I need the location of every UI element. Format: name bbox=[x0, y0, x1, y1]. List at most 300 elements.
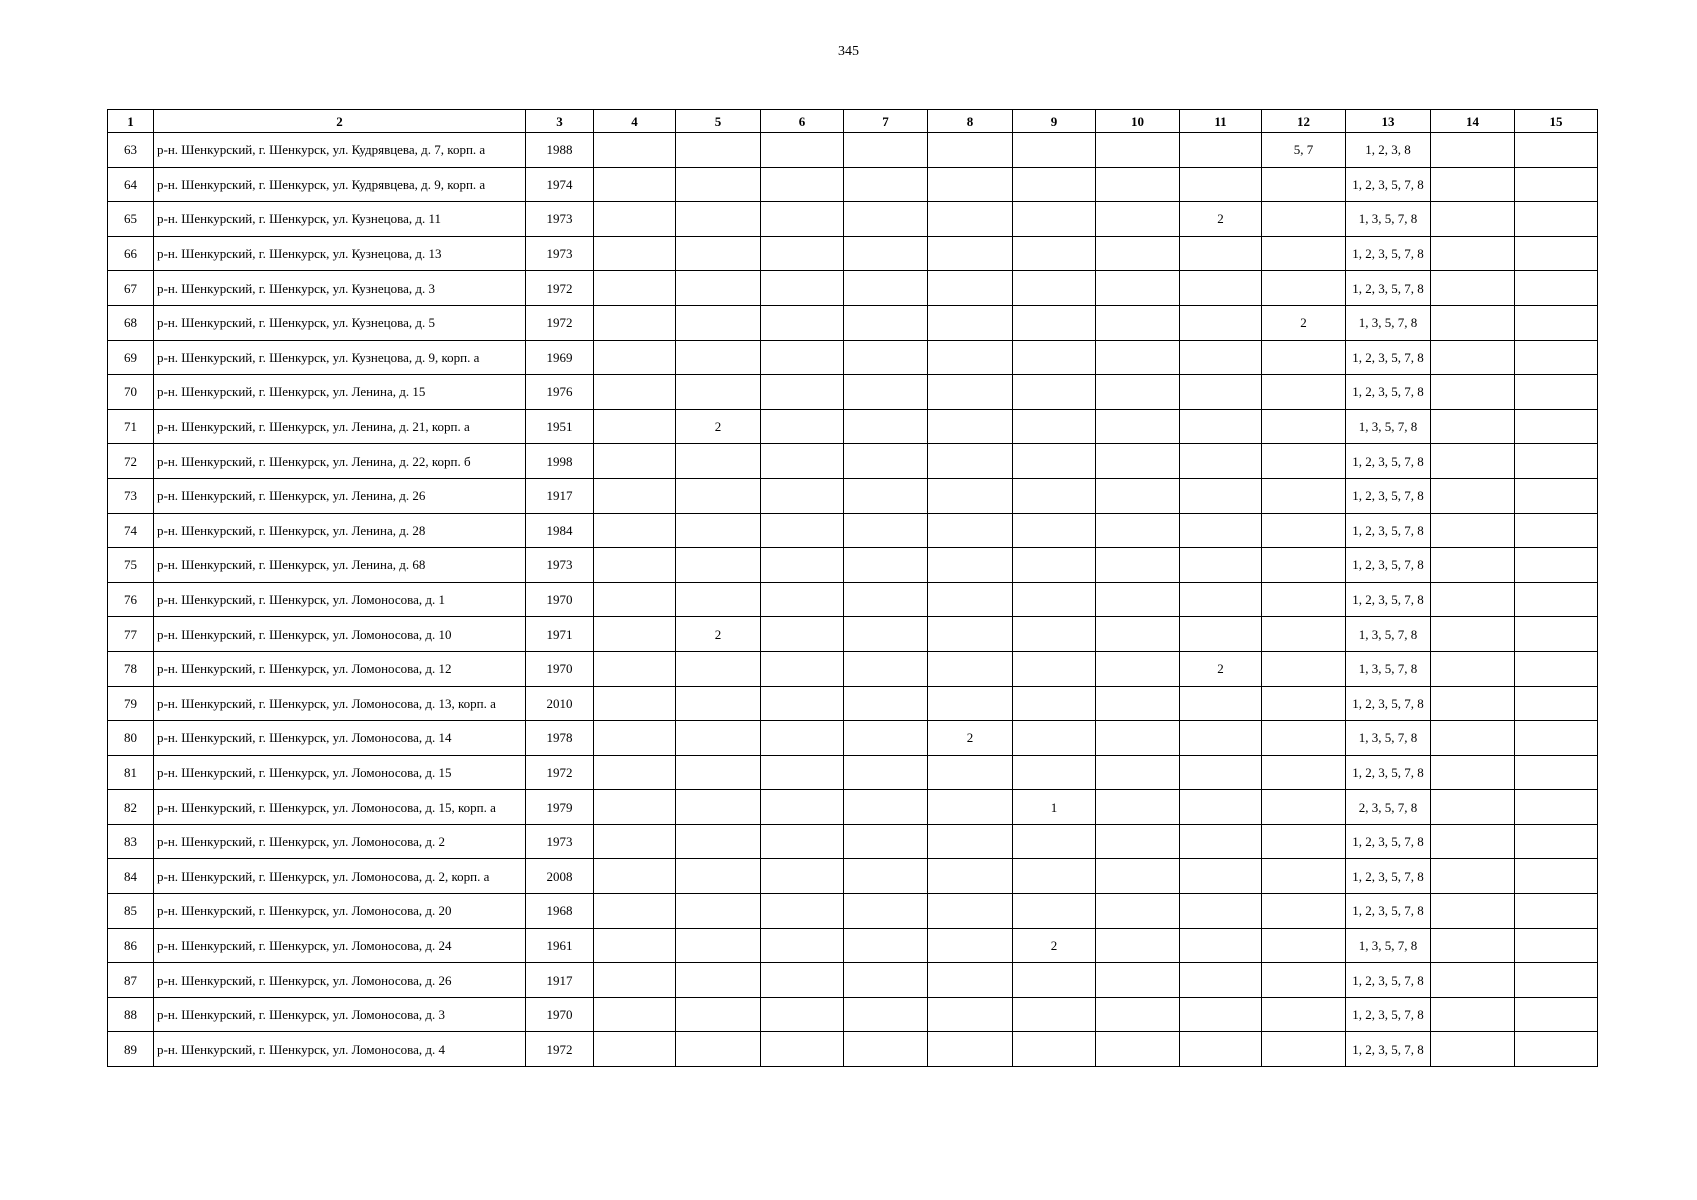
table-cell bbox=[1180, 513, 1262, 548]
table-row bbox=[108, 824, 1598, 859]
table-cell: 1, 2, 3, 5, 7, 8 bbox=[1346, 548, 1431, 583]
table-cell bbox=[761, 271, 844, 306]
table-cell bbox=[1431, 305, 1515, 340]
table-cell bbox=[928, 963, 1013, 998]
table-cell bbox=[1262, 928, 1346, 963]
table-cell bbox=[676, 928, 761, 963]
table-cell bbox=[1013, 167, 1096, 202]
table-row bbox=[108, 478, 1598, 513]
table-cell: 1917 bbox=[526, 478, 594, 513]
table-cell bbox=[1262, 513, 1346, 548]
table-cell bbox=[928, 478, 1013, 513]
table-cell bbox=[761, 928, 844, 963]
table-cell bbox=[594, 721, 676, 756]
table-cell bbox=[928, 340, 1013, 375]
table-cell: 73 bbox=[108, 478, 154, 513]
table-cell: 1917 bbox=[526, 963, 594, 998]
table-cell: 76 bbox=[108, 582, 154, 617]
table-cell: 66 bbox=[108, 236, 154, 271]
table-cell bbox=[1013, 859, 1096, 894]
table-cell: 1972 bbox=[526, 755, 594, 790]
table-cell bbox=[676, 824, 761, 859]
column-header: 7 bbox=[844, 110, 928, 133]
table-cell bbox=[1262, 1032, 1346, 1067]
table-cell: 87 bbox=[108, 963, 154, 998]
table-cell: 1, 2, 3, 5, 7, 8 bbox=[1346, 340, 1431, 375]
table-cell bbox=[1431, 513, 1515, 548]
table-cell: 1970 bbox=[526, 651, 594, 686]
table-cell bbox=[1515, 686, 1598, 721]
register-table bbox=[107, 109, 1598, 1067]
address-cell: р-н. Шенкурский, г. Шенкурск, ул. Ленина, д. 26 bbox=[154, 478, 526, 513]
table-row bbox=[108, 340, 1598, 375]
address-cell: р-н. Шенкурский, г. Шенкурск, ул. Кузнецова, д. 3 bbox=[154, 271, 526, 306]
table-row bbox=[108, 755, 1598, 790]
table-cell bbox=[1515, 340, 1598, 375]
table-cell bbox=[1515, 409, 1598, 444]
address-cell: р-н. Шенкурский, г. Шенкурск, ул. Ломоносова, д. 2, корп. а bbox=[154, 859, 526, 894]
table-cell: 65 bbox=[108, 202, 154, 237]
table-cell bbox=[928, 133, 1013, 168]
table-cell bbox=[1431, 409, 1515, 444]
table-cell: 1, 2, 3, 5, 7, 8 bbox=[1346, 582, 1431, 617]
table-cell bbox=[594, 894, 676, 929]
column-header: 11 bbox=[1180, 110, 1262, 133]
table-cell bbox=[1013, 478, 1096, 513]
column-header: 9 bbox=[1013, 110, 1096, 133]
address-cell: р-н. Шенкурский, г. Шенкурск, ул. Ленина, д. 28 bbox=[154, 513, 526, 548]
table-cell: 1, 3, 5, 7, 8 bbox=[1346, 928, 1431, 963]
table-row bbox=[108, 997, 1598, 1032]
table-row bbox=[108, 133, 1598, 168]
table-cell bbox=[1262, 963, 1346, 998]
table-cell bbox=[1013, 375, 1096, 410]
table-cell bbox=[1515, 236, 1598, 271]
table-cell bbox=[676, 755, 761, 790]
table-cell bbox=[844, 271, 928, 306]
table-cell bbox=[1180, 340, 1262, 375]
table-cell: 1, 3, 5, 7, 8 bbox=[1346, 617, 1431, 652]
table-row bbox=[108, 202, 1598, 237]
table-cell: 67 bbox=[108, 271, 154, 306]
table-cell: 1, 2, 3, 5, 7, 8 bbox=[1346, 271, 1431, 306]
table-cell: 2 bbox=[1180, 202, 1262, 237]
table-cell bbox=[676, 133, 761, 168]
table-cell: 1968 bbox=[526, 894, 594, 929]
table-cell bbox=[761, 305, 844, 340]
table-cell bbox=[1096, 755, 1180, 790]
address-cell: р-н. Шенкурский, г. Шенкурск, ул. Ломоносова, д. 26 bbox=[154, 963, 526, 998]
address-cell: р-н. Шенкурский, г. Шенкурск, ул. Кузнецова, д. 13 bbox=[154, 236, 526, 271]
table-cell bbox=[676, 894, 761, 929]
table-cell: 2 bbox=[928, 721, 1013, 756]
table-cell bbox=[928, 790, 1013, 825]
table-cell bbox=[676, 686, 761, 721]
table-cell bbox=[1013, 824, 1096, 859]
table-cell: 2 bbox=[1013, 928, 1096, 963]
table-cell bbox=[761, 582, 844, 617]
table-cell: 71 bbox=[108, 409, 154, 444]
table-cell bbox=[844, 444, 928, 479]
table-cell bbox=[676, 790, 761, 825]
table-row bbox=[108, 790, 1598, 825]
table-cell bbox=[1180, 894, 1262, 929]
table-cell: 69 bbox=[108, 340, 154, 375]
table-cell bbox=[1262, 824, 1346, 859]
table-cell bbox=[761, 755, 844, 790]
table-cell bbox=[594, 271, 676, 306]
table-cell: 1979 bbox=[526, 790, 594, 825]
table-cell bbox=[844, 894, 928, 929]
table-cell bbox=[1431, 375, 1515, 410]
table-cell: 74 bbox=[108, 513, 154, 548]
table-cell bbox=[928, 928, 1013, 963]
table-cell bbox=[761, 133, 844, 168]
table-cell bbox=[1431, 478, 1515, 513]
table-cell bbox=[676, 997, 761, 1032]
table-cell bbox=[1096, 133, 1180, 168]
table-row bbox=[108, 236, 1598, 271]
table-cell bbox=[1262, 859, 1346, 894]
address-cell: р-н. Шенкурский, г. Шенкурск, ул. Ломоносова, д. 24 bbox=[154, 928, 526, 963]
table-row bbox=[108, 686, 1598, 721]
table-cell bbox=[928, 513, 1013, 548]
table-cell bbox=[1013, 721, 1096, 756]
table-cell bbox=[844, 721, 928, 756]
table-cell bbox=[1096, 824, 1180, 859]
table-cell: 1, 2, 3, 5, 7, 8 bbox=[1346, 859, 1431, 894]
table-cell: 1984 bbox=[526, 513, 594, 548]
address-cell: р-н. Шенкурский, г. Шенкурск, ул. Ленина, д. 68 bbox=[154, 548, 526, 583]
address-cell: р-н. Шенкурский, г. Шенкурск, ул. Кудрявцева, д. 7, корп. а bbox=[154, 133, 526, 168]
table-cell bbox=[1431, 790, 1515, 825]
page-number: 345 bbox=[838, 44, 859, 59]
table-cell bbox=[928, 859, 1013, 894]
table-cell: 1, 2, 3, 5, 7, 8 bbox=[1346, 963, 1431, 998]
table-cell: 85 bbox=[108, 894, 154, 929]
table-cell bbox=[1431, 133, 1515, 168]
table-cell bbox=[1013, 236, 1096, 271]
address-cell: р-н. Шенкурский, г. Шенкурск, ул. Ломоносова, д. 15 bbox=[154, 755, 526, 790]
table-cell bbox=[1515, 513, 1598, 548]
table-cell bbox=[1431, 824, 1515, 859]
table-cell bbox=[928, 997, 1013, 1032]
table-cell bbox=[1013, 548, 1096, 583]
table-cell bbox=[928, 375, 1013, 410]
table-cell bbox=[1515, 582, 1598, 617]
table-cell: 84 bbox=[108, 859, 154, 894]
address-cell: р-н. Шенкурский, г. Шенкурск, ул. Ломоносова, д. 12 bbox=[154, 651, 526, 686]
table-cell bbox=[844, 1032, 928, 1067]
table-cell: 2008 bbox=[526, 859, 594, 894]
table-cell: 1972 bbox=[526, 1032, 594, 1067]
table-cell bbox=[928, 444, 1013, 479]
table-cell bbox=[1180, 478, 1262, 513]
table-cell: 1972 bbox=[526, 271, 594, 306]
table-cell: 1970 bbox=[526, 997, 594, 1032]
table-cell bbox=[844, 375, 928, 410]
table-cell bbox=[1096, 202, 1180, 237]
table-cell bbox=[928, 1032, 1013, 1067]
table-cell bbox=[1013, 409, 1096, 444]
table-cell bbox=[1096, 444, 1180, 479]
table-cell bbox=[761, 721, 844, 756]
table-cell bbox=[1096, 859, 1180, 894]
table-cell bbox=[844, 167, 928, 202]
table-cell: 68 bbox=[108, 305, 154, 340]
table-cell bbox=[1180, 997, 1262, 1032]
table-cell bbox=[1013, 513, 1096, 548]
table-cell bbox=[761, 375, 844, 410]
table-cell bbox=[1180, 167, 1262, 202]
table-cell bbox=[1013, 963, 1096, 998]
table-cell bbox=[1096, 478, 1180, 513]
table-cell bbox=[676, 963, 761, 998]
header-row bbox=[108, 110, 1598, 133]
table-cell bbox=[1096, 340, 1180, 375]
table-cell bbox=[761, 513, 844, 548]
table-cell: 63 bbox=[108, 133, 154, 168]
table-cell bbox=[1013, 444, 1096, 479]
table-cell bbox=[844, 651, 928, 686]
table-row bbox=[108, 651, 1598, 686]
table-cell bbox=[928, 617, 1013, 652]
table-cell bbox=[1431, 548, 1515, 583]
table-cell bbox=[761, 1032, 844, 1067]
column-header: 8 bbox=[928, 110, 1013, 133]
table-cell bbox=[1180, 824, 1262, 859]
table-cell bbox=[594, 409, 676, 444]
address-cell: р-н. Шенкурский, г. Шенкурск, ул. Ломоносова, д. 20 bbox=[154, 894, 526, 929]
table-row bbox=[108, 513, 1598, 548]
table-cell: 79 bbox=[108, 686, 154, 721]
table-cell: 1, 2, 3, 8 bbox=[1346, 133, 1431, 168]
table-cell bbox=[594, 513, 676, 548]
table-cell bbox=[844, 928, 928, 963]
table-cell: 2 bbox=[676, 409, 761, 444]
address-cell: р-н. Шенкурский, г. Шенкурск, ул. Кузнецова, д. 5 bbox=[154, 305, 526, 340]
table-row bbox=[108, 548, 1598, 583]
table-cell: 1, 2, 3, 5, 7, 8 bbox=[1346, 997, 1431, 1032]
table-cell bbox=[1515, 894, 1598, 929]
table-cell bbox=[1431, 755, 1515, 790]
table-cell bbox=[1013, 340, 1096, 375]
table-cell bbox=[1262, 478, 1346, 513]
table-cell: 1978 bbox=[526, 721, 594, 756]
table-cell bbox=[928, 548, 1013, 583]
table-row bbox=[108, 375, 1598, 410]
table-cell bbox=[594, 651, 676, 686]
table-cell bbox=[1180, 236, 1262, 271]
table-cell bbox=[1515, 617, 1598, 652]
table-cell bbox=[1515, 305, 1598, 340]
table-cell bbox=[1096, 271, 1180, 306]
table-cell bbox=[1262, 375, 1346, 410]
table-cell bbox=[928, 651, 1013, 686]
table-cell: 82 bbox=[108, 790, 154, 825]
table-cell: 1976 bbox=[526, 375, 594, 410]
column-header: 2 bbox=[154, 110, 526, 133]
address-cell: р-н. Шенкурский, г. Шенкурск, ул. Кузнецова, д. 9, корп. а bbox=[154, 340, 526, 375]
table-cell bbox=[928, 755, 1013, 790]
table-cell bbox=[1515, 478, 1598, 513]
table-cell bbox=[1180, 963, 1262, 998]
table-cell: 64 bbox=[108, 167, 154, 202]
table-row bbox=[108, 963, 1598, 998]
table-cell bbox=[1262, 790, 1346, 825]
table-cell bbox=[594, 236, 676, 271]
table-cell bbox=[1431, 271, 1515, 306]
address-cell: р-н. Шенкурский, г. Шенкурск, ул. Ломоносова, д. 3 bbox=[154, 997, 526, 1032]
table-cell bbox=[844, 202, 928, 237]
table-cell bbox=[761, 167, 844, 202]
table-cell bbox=[1431, 340, 1515, 375]
table-cell bbox=[1180, 721, 1262, 756]
table-cell: 2010 bbox=[526, 686, 594, 721]
address-cell: р-н. Шенкурский, г. Шенкурск, ул. Ломоносова, д. 1 bbox=[154, 582, 526, 617]
table-cell bbox=[1431, 444, 1515, 479]
table-cell: 1, 3, 5, 7, 8 bbox=[1346, 409, 1431, 444]
table-cell bbox=[1096, 928, 1180, 963]
table-cell bbox=[928, 582, 1013, 617]
table-row bbox=[108, 582, 1598, 617]
table-cell bbox=[1096, 375, 1180, 410]
table-cell bbox=[676, 513, 761, 548]
table-cell bbox=[1262, 721, 1346, 756]
table-cell bbox=[1262, 997, 1346, 1032]
table-cell bbox=[1180, 582, 1262, 617]
table-cell bbox=[676, 167, 761, 202]
table-cell bbox=[844, 790, 928, 825]
table-cell bbox=[844, 859, 928, 894]
table-cell bbox=[1515, 167, 1598, 202]
table-cell bbox=[1515, 963, 1598, 998]
table-cell bbox=[1180, 755, 1262, 790]
table-cell: 1, 2, 3, 5, 7, 8 bbox=[1346, 894, 1431, 929]
table-cell: 2 bbox=[1262, 305, 1346, 340]
table-cell bbox=[594, 1032, 676, 1067]
table-cell: 2 bbox=[676, 617, 761, 652]
table-cell bbox=[844, 963, 928, 998]
table-cell: 1, 2, 3, 5, 7, 8 bbox=[1346, 755, 1431, 790]
table-cell bbox=[1262, 409, 1346, 444]
table-cell: 1973 bbox=[526, 548, 594, 583]
table-cell bbox=[844, 755, 928, 790]
address-cell: р-н. Шенкурский, г. Шенкурск, ул. Ломоносова, д. 4 bbox=[154, 1032, 526, 1067]
table-cell bbox=[594, 928, 676, 963]
table-cell bbox=[844, 236, 928, 271]
table-cell bbox=[1262, 686, 1346, 721]
table-cell bbox=[594, 790, 676, 825]
table-cell: 1, 2, 3, 5, 7, 8 bbox=[1346, 513, 1431, 548]
table-cell: 1973 bbox=[526, 824, 594, 859]
table-cell bbox=[676, 651, 761, 686]
table-cell bbox=[1180, 133, 1262, 168]
table-cell bbox=[928, 271, 1013, 306]
table-cell bbox=[1013, 651, 1096, 686]
table-cell bbox=[928, 305, 1013, 340]
table-cell bbox=[1515, 202, 1598, 237]
table-cell: 1969 bbox=[526, 340, 594, 375]
table-cell bbox=[1431, 997, 1515, 1032]
table-cell bbox=[1096, 721, 1180, 756]
table-cell: 5, 7 bbox=[1262, 133, 1346, 168]
table-cell bbox=[761, 617, 844, 652]
table-cell bbox=[1096, 651, 1180, 686]
address-cell: р-н. Шенкурский, г. Шенкурск, ул. Ленина, д. 22, корп. б bbox=[154, 444, 526, 479]
table-cell bbox=[844, 305, 928, 340]
table-cell bbox=[1180, 271, 1262, 306]
column-header: 12 bbox=[1262, 110, 1346, 133]
table-cell bbox=[1096, 1032, 1180, 1067]
table-row bbox=[108, 928, 1598, 963]
table-cell bbox=[761, 790, 844, 825]
table-row bbox=[108, 444, 1598, 479]
table-cell: 1, 2, 3, 5, 7, 8 bbox=[1346, 824, 1431, 859]
address-cell: р-н. Шенкурский, г. Шенкурск, ул. Ленина, д. 21, корп. а bbox=[154, 409, 526, 444]
table-cell bbox=[1431, 236, 1515, 271]
table-cell: 1, 3, 5, 7, 8 bbox=[1346, 202, 1431, 237]
table-cell bbox=[1262, 271, 1346, 306]
table-cell: 1, 2, 3, 5, 7, 8 bbox=[1346, 236, 1431, 271]
table-cell: 1970 bbox=[526, 582, 594, 617]
table-cell: 1, 3, 5, 7, 8 bbox=[1346, 721, 1431, 756]
table-cell bbox=[1262, 236, 1346, 271]
table-cell bbox=[844, 582, 928, 617]
table-cell: 75 bbox=[108, 548, 154, 583]
table-row bbox=[108, 617, 1598, 652]
table-cell bbox=[676, 236, 761, 271]
table-cell: 88 bbox=[108, 997, 154, 1032]
table-cell: 1998 bbox=[526, 444, 594, 479]
table-cell bbox=[676, 582, 761, 617]
table-cell bbox=[594, 202, 676, 237]
table-cell bbox=[1515, 651, 1598, 686]
table-cell bbox=[1262, 202, 1346, 237]
column-header: 15 bbox=[1515, 110, 1598, 133]
table-row bbox=[108, 409, 1598, 444]
table-cell bbox=[928, 686, 1013, 721]
table-cell bbox=[676, 305, 761, 340]
table-cell bbox=[1262, 340, 1346, 375]
table-cell bbox=[1013, 617, 1096, 652]
table-cell bbox=[761, 997, 844, 1032]
table-cell: 2 bbox=[1180, 651, 1262, 686]
table-cell bbox=[594, 444, 676, 479]
table-cell bbox=[594, 375, 676, 410]
table-cell bbox=[1515, 997, 1598, 1032]
table-cell: 1, 2, 3, 5, 7, 8 bbox=[1346, 167, 1431, 202]
column-header: 5 bbox=[676, 110, 761, 133]
table-cell bbox=[594, 167, 676, 202]
table-cell bbox=[928, 824, 1013, 859]
table-cell: 89 bbox=[108, 1032, 154, 1067]
table-cell bbox=[1096, 305, 1180, 340]
table-cell bbox=[1013, 997, 1096, 1032]
table-cell: 86 bbox=[108, 928, 154, 963]
column-header: 10 bbox=[1096, 110, 1180, 133]
table-cell bbox=[1180, 375, 1262, 410]
table-cell bbox=[1013, 582, 1096, 617]
table-cell: 78 bbox=[108, 651, 154, 686]
table-cell bbox=[676, 202, 761, 237]
table-cell bbox=[676, 444, 761, 479]
table-cell bbox=[1515, 859, 1598, 894]
table-cell: 1961 bbox=[526, 928, 594, 963]
table-cell bbox=[761, 340, 844, 375]
table-cell: 1, 2, 3, 5, 7, 8 bbox=[1346, 478, 1431, 513]
table-cell bbox=[844, 997, 928, 1032]
